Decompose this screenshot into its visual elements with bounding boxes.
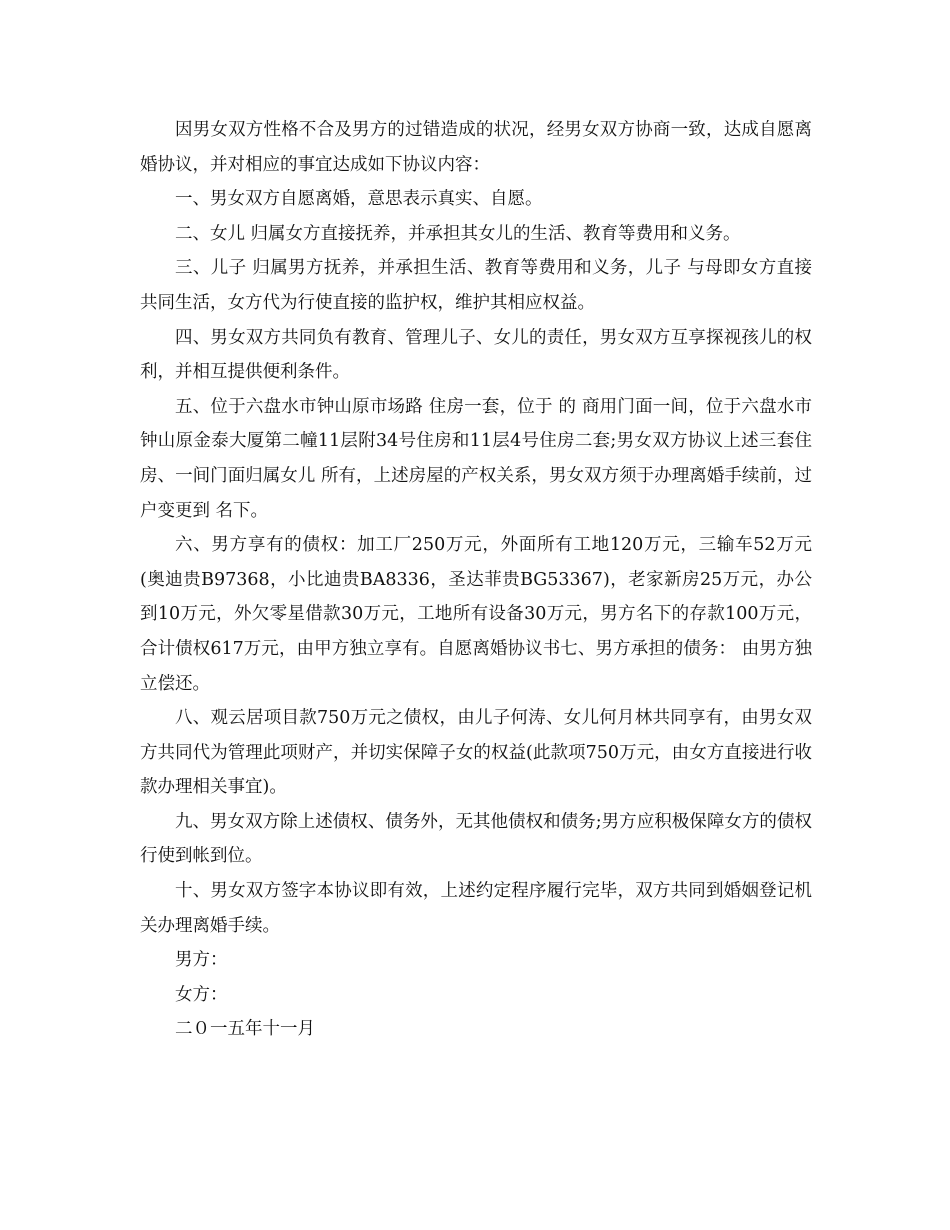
clause-4: 四、男女双方共同负有教育、管理儿子、女儿的责任，男女双方互享探视孩儿的权利，并相互提供便利条件。: [140, 327, 812, 383]
clause-5: 五、位于六盘水市钟山原市场路 住房一套，位于 的 商用门面一间，位于六盘水市钟山原金泰大厦第二幢11层附34号住房和11层4号住房二套;男女双方协议上述三套住房、一间门面归属女儿 所有，上述房屋的产权关系，男女双方须于办理离婚手续前，过户变更到 名下。: [140, 396, 812, 521]
agreement-date: 二０一五年十一月: [175, 1019, 315, 1040]
clause-6-7: 六、男方享有的债权：加工厂250万元，外面所有工地120万元，三输车52万元(奥迪贵B97368，小比迪贵BA8336，圣达菲贵BG53367)，老家新房25万元，办公到10万元，外欠零星借款30万元，工地所有设备30万元，男方名下的存款100万元，合计债权617万元，由甲方独立享有。自愿离婚协议书七、男方承担的债务： 由男方独立偿还。: [140, 535, 812, 694]
clause-1: 一、男女双方自愿离婚，意思表示真实、自愿。: [175, 189, 543, 210]
agreement-document: [140, 113, 812, 1047]
signature-male: 男方：: [175, 950, 228, 971]
intro-paragraph: 因男女双方性格不合及男方的过错造成的状况，经男女双方协商一致，达成自愿离婚协议，并对相应的事宜达成如下协议内容：: [140, 120, 812, 175]
clause-2: 二、女儿 归属女方直接抚养，并承担其女儿的生活、教育等费用和义务。: [175, 223, 741, 244]
clause-3: 三、儿子 归属男方抚养，并承担生活、教育等费用和义务，儿子 与母即女方直接共同生活，女方代为行使直接的监护权，维护其相应权益。: [140, 258, 812, 313]
clause-8: 八、观云居项目款750万元之债权，由儿子何涛、女儿何月林共同享有，由男女双方共同代为管理此项财产，并切实保障子女的权益(此款项750万元，由女方直接进行收款办理相关事宜)。: [140, 708, 812, 798]
clause-10: 十、男女双方签字本协议即有效，上述约定程序履行完毕，双方共同到婚姻登记机关办理离婚手续。: [140, 881, 812, 936]
clause-9: 九、男女双方除上述债权、债务外，无其他债权和债务;男方应积极保障女方的债权行使到帐到位。: [140, 811, 812, 867]
signature-female: 女方：: [175, 984, 228, 1005]
